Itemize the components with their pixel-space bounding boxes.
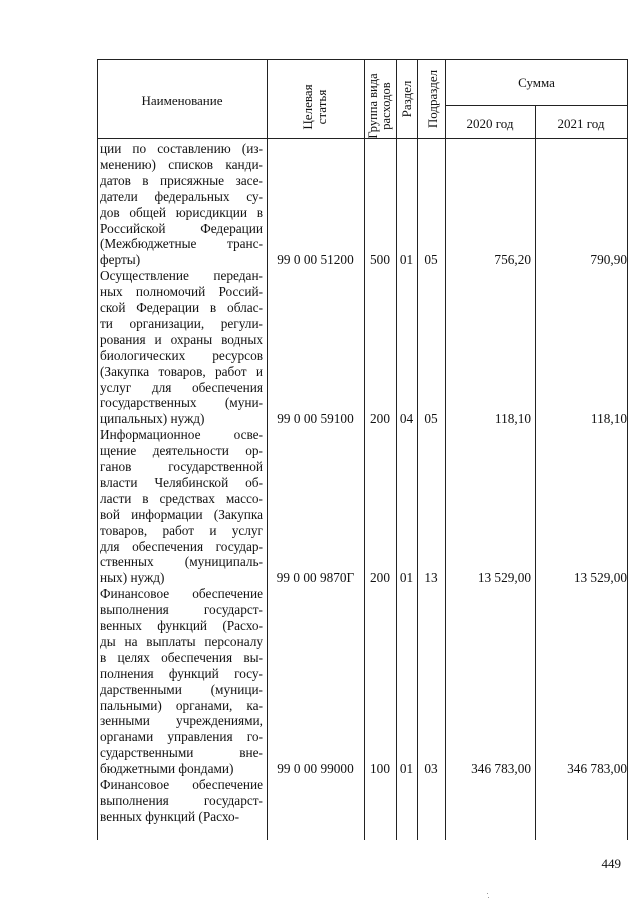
- row-name-line: Финансовое обеспечение: [100, 777, 263, 792]
- row-expense-group: 200: [370, 570, 390, 586]
- col-divider-subsection: [445, 59, 446, 840]
- row-name-line: сударственными вне-: [100, 745, 263, 761]
- row-target-article: 99 0 00 99000: [277, 761, 354, 777]
- col-divider-article: [364, 59, 365, 840]
- header-name: Наименование: [141, 93, 223, 108]
- row-sum-2020: 346 783,00: [471, 761, 531, 777]
- row-name: [100, 586, 263, 777]
- col-divider-section: [417, 59, 418, 840]
- row-name-line: дарственными (муници-: [100, 681, 263, 697]
- row-subsection: 05: [424, 411, 438, 427]
- row-name-line: товаров, работ и услуг: [100, 522, 263, 538]
- row-name: [100, 141, 263, 268]
- row-name-line: бюджетными фондами): [100, 761, 234, 777]
- row-name-line: венных функций (Расхо-: [100, 808, 240, 824]
- row-name-line: власти Челябинской об-: [100, 474, 263, 490]
- row-name-line: ской Федерации в облас-: [100, 300, 263, 315]
- row-name-line: датели федеральных су-: [100, 188, 263, 204]
- row-target-article: 99 0 00 51200: [277, 252, 354, 268]
- row-name-line: ферты): [100, 252, 141, 268]
- col-divider-group: [396, 59, 397, 840]
- row-name-line: услуг для обеспечения: [100, 379, 263, 395]
- header-bottom-border: [97, 138, 628, 139]
- row-name-line: ных полномочий Россий-: [100, 284, 263, 300]
- row-name-line: дов общей юрисдикции в: [100, 204, 263, 220]
- row-sum-2021: 346 783,00: [567, 761, 627, 777]
- row-name-line: в целях обеспечения вы-: [100, 649, 263, 665]
- row-name-line: органами управления го-: [100, 729, 263, 745]
- header-target-article: Целевая статья: [300, 84, 329, 130]
- row-name-line: для обеспечения государ-: [100, 538, 263, 554]
- row-name-line: ции по составлению (из-: [100, 141, 263, 156]
- sum-divider: [445, 105, 628, 106]
- table-left-border: [97, 59, 98, 840]
- row-sum-2020: 756,20: [494, 252, 531, 268]
- row-sum-2021: 13 529,00: [573, 570, 627, 586]
- scan-dot: [488, 897, 489, 898]
- row-name-line: выполнения государст-: [100, 602, 263, 618]
- row-sum-2020: 13 529,00: [477, 570, 531, 586]
- header-section: Раздел: [399, 80, 414, 118]
- header-expense-group: Группа вида расходов: [366, 73, 393, 139]
- row-expense-group: 500: [370, 252, 390, 268]
- row-name-line: пальными) органами, ка-: [100, 697, 263, 713]
- row-section: 01: [399, 252, 414, 268]
- row-name-line: зенными учреждениями,: [100, 713, 263, 729]
- row-section: 04: [399, 411, 414, 427]
- row-name-line: ласти в средствах массо-: [100, 490, 263, 506]
- header-year-2020: 2020 год: [466, 116, 514, 131]
- row-sum-2021: 790,90: [590, 252, 627, 268]
- row-name-line: (Закупка товаров, работ и: [100, 363, 263, 379]
- row-name-line: (Межбюджетные транс-: [100, 236, 263, 252]
- row-name-line: ственных (муниципаль-: [100, 554, 263, 570]
- row-name-line: Информационное осве-: [100, 427, 263, 443]
- header-subsection: Подраздел: [425, 69, 440, 129]
- budget-table: [97, 59, 628, 840]
- row-name: [100, 268, 263, 427]
- row-name: [100, 427, 263, 586]
- row-name-line: полнения функций госу-: [100, 665, 263, 681]
- col-divider-name: [267, 59, 268, 840]
- row-subsection: 05: [424, 252, 438, 268]
- header-sum: Сумма: [518, 75, 555, 90]
- row-name-line: венных функций (Расхо-: [100, 618, 263, 633]
- col-divider-years: [535, 105, 536, 840]
- row-sum-2020: 118,10: [494, 411, 531, 427]
- scan-dot: [487, 893, 488, 894]
- row-name-line: государственных (муни-: [100, 395, 263, 411]
- row-subsection: 13: [424, 570, 438, 586]
- row-name-line: датов в присяжные засе-: [100, 172, 263, 188]
- row-section: 01: [399, 761, 414, 777]
- row-sum-2021: 118,10: [590, 411, 627, 427]
- row-name-line: щение деятельности ор-: [100, 443, 263, 459]
- row-name-line: ципальных) нужд): [100, 411, 205, 427]
- page-number: 449: [601, 856, 621, 871]
- header-year-2021: 2021 год: [557, 116, 605, 131]
- row-name-line: вой информации (Закупка: [100, 506, 263, 522]
- row-name-line: биологических ресурсов: [100, 347, 263, 363]
- row-name-line: Финансовое обеспечение: [100, 586, 263, 602]
- row-section: 01: [399, 570, 414, 586]
- row-name-line: ти организации, регули-: [100, 315, 263, 331]
- row-name-line: ганов государственной: [100, 459, 263, 474]
- row-name-line: рования и охраны водных: [100, 331, 263, 347]
- row-target-article: 99 0 00 9870Г: [276, 570, 355, 586]
- row-expense-group: 200: [370, 411, 390, 427]
- row-subsection: 03: [424, 761, 438, 777]
- row-name-line: Российской Федерации: [100, 220, 263, 236]
- table-right-border: [627, 59, 628, 840]
- row-target-article: 99 0 00 59100: [277, 411, 354, 427]
- table-top-border: [97, 59, 628, 60]
- row-name-line: ных) нужд): [100, 570, 165, 586]
- row-name-line: менению) списков канди-: [100, 156, 263, 172]
- row-name-line: Осуществление передан-: [100, 268, 263, 284]
- row-name-line: ды на выплаты персоналу: [100, 633, 263, 649]
- row-name-line: выполнения государст-: [100, 792, 263, 808]
- row-name: [100, 777, 263, 825]
- row-expense-group: 100: [370, 761, 390, 777]
